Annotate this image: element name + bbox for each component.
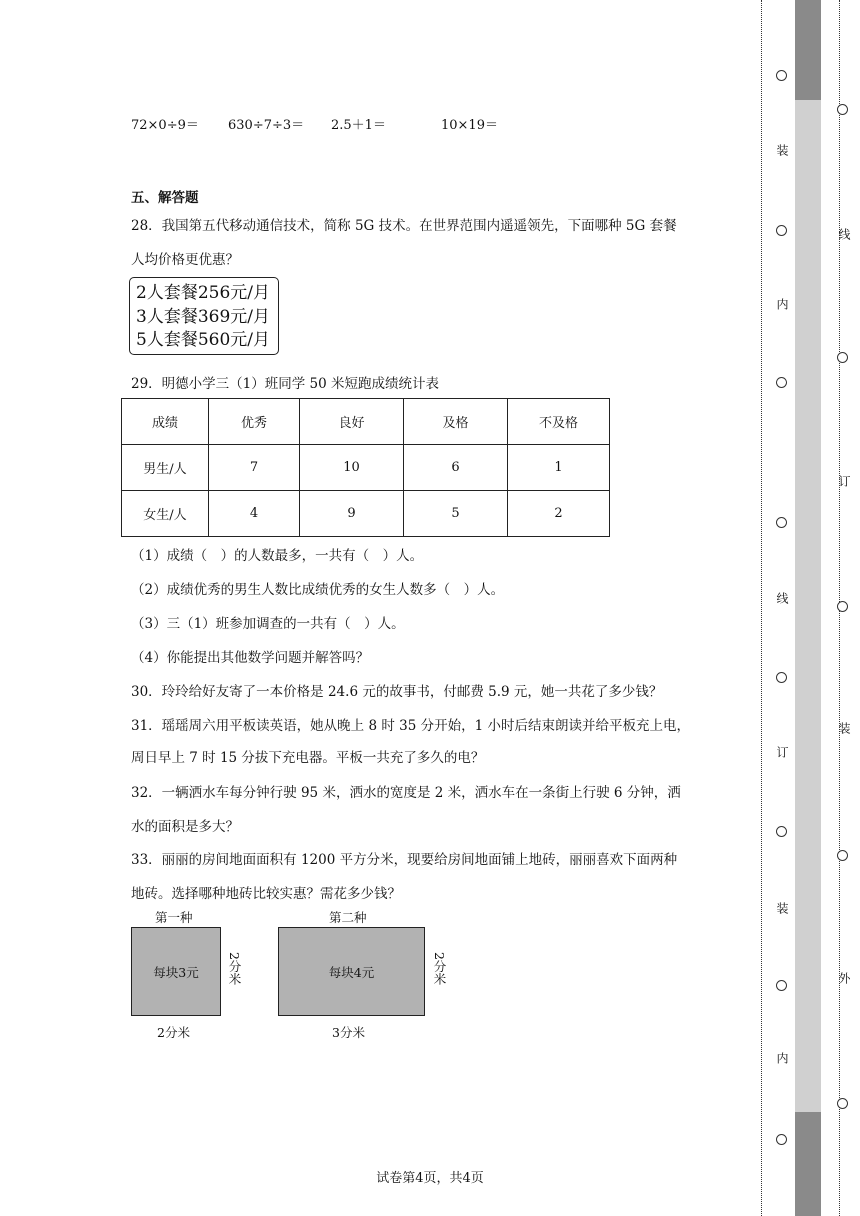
- tile2-bottom-label: 3分米: [332, 1025, 365, 1040]
- circle-icon: [776, 672, 787, 683]
- circle-icon: [776, 1134, 787, 1145]
- package-box: [129, 277, 279, 355]
- package-3: 3人套餐369元/月: [136, 306, 270, 327]
- q31-line2: 周日早上 7 时 15 分拔下充电器。平板一共充了多久的电？: [131, 750, 485, 766]
- circle-icon: [776, 517, 787, 528]
- page-footer: 试卷第4页，共4页: [376, 1171, 484, 1186]
- table-header: 不及格: [508, 399, 610, 445]
- q31-line1: 31．瑶瑶周六用平板读英语，她从晚上 8 时 35 分开始，1 小时后结束朗读并给平板充上电，: [131, 718, 690, 734]
- q28-line1: 28．我国第五代移动通信技术，简称 5G 技术。在世界范围内遥遥领先，下面哪种 5G 套餐: [131, 218, 677, 234]
- q28-line2: 人均价格更优惠？: [131, 252, 239, 268]
- calc-item-3: 2.5＋1＝: [331, 118, 386, 133]
- tile1-caption: 第一种: [155, 910, 193, 925]
- gutter-label: 外: [837, 972, 851, 984]
- q33-line2: 地砖。选择哪种地砖比较实惠？需花多少钱？: [131, 886, 401, 902]
- calc-item-4: 10×19＝: [441, 118, 498, 133]
- q32-line1: 32．一辆洒水车每分钟行驶 95 米，洒水的宽度是 2 米，洒水车在一条街上行驶 6 分钟，洒: [131, 785, 681, 801]
- table-cell: 女生/人: [122, 491, 209, 537]
- calc-item-2: 630÷7÷3＝: [228, 118, 305, 133]
- table-cell: 1: [508, 445, 610, 491]
- table-cell: 4: [209, 491, 300, 537]
- circle-icon: [837, 850, 848, 861]
- circle-icon: [837, 601, 848, 612]
- gutter-label: 装: [775, 902, 789, 914]
- score-table: [121, 398, 610, 537]
- q33-line1: 33．丽丽的房间地面面积有 1200 平方分米，现要给房间地面铺上地砖，丽丽喜欢下面两种: [131, 852, 678, 868]
- package-5: 5人套餐560元/月: [136, 330, 270, 350]
- table-row: [122, 491, 610, 537]
- tile2-caption: 第二种: [329, 910, 367, 925]
- tile-2: [278, 927, 425, 1016]
- tile1-side-label: 2分米: [227, 952, 242, 985]
- circle-icon: [776, 377, 787, 388]
- package-2: 2人套餐256元/月: [136, 283, 270, 303]
- table-header: 及格: [404, 399, 508, 445]
- table-cell: 9: [300, 491, 404, 537]
- table-row: [122, 445, 610, 491]
- tile1-price: 每块3元: [153, 964, 199, 980]
- calc-item-1: 72×0÷9＝: [131, 118, 199, 133]
- q30-text: 30．玲玲给好友寄了一本价格是 24.6 元的故事书，付邮费 5.9 元，她一共花了多少钱？: [131, 684, 663, 700]
- q32-line2: 水的面积是多大？: [131, 819, 239, 835]
- q29-sub4: （4）你能提出其他数学问题并解答吗？: [131, 650, 370, 666]
- q29-sub2: （2）成绩优秀的男生人数比成绩优秀的女生人数多（ ）人。: [131, 582, 505, 598]
- gutter-label: 内: [775, 1052, 789, 1064]
- q29-title: 29．明德小学三（1）班同学 50 米短跑成绩统计表: [131, 376, 440, 392]
- gutter-label: 线: [775, 592, 789, 604]
- gutter-label: 订: [775, 746, 789, 758]
- table-cell: 2: [508, 491, 610, 537]
- tile-1: [131, 927, 221, 1016]
- circle-icon: [837, 1098, 848, 1109]
- q29-sub3: （3）三（1）班参加调查的一共有（ ）人。: [131, 616, 405, 632]
- table-cell: 6: [404, 445, 508, 491]
- gutter-bar-bottom: [795, 1112, 821, 1216]
- gutter-bar-middle: [795, 100, 821, 1112]
- circle-icon: [776, 826, 787, 837]
- gutter-label: 内: [775, 298, 789, 310]
- circle-icon: [776, 70, 787, 81]
- inner-dotted-line: [761, 0, 762, 1216]
- table-cell: 10: [300, 445, 404, 491]
- q29-sub1: （1）成绩（ ）的人数最多，一共有（ ）人。: [131, 548, 424, 564]
- tile1-bottom-label: 2分米: [157, 1025, 190, 1040]
- gutter-label: 装: [775, 144, 789, 156]
- circle-icon: [837, 352, 848, 363]
- table-header: 优秀: [209, 399, 300, 445]
- circle-icon: [776, 225, 787, 236]
- table-header: 成绩: [122, 399, 209, 445]
- table-cell: 5: [404, 491, 508, 537]
- circle-icon: [837, 104, 848, 115]
- gutter-label: 线: [837, 228, 851, 240]
- table-header: 良好: [300, 399, 404, 445]
- table-cell: 7: [209, 445, 300, 491]
- gutter-bar-top: [795, 0, 821, 100]
- circle-icon: [776, 980, 787, 991]
- gutter-label: 订: [837, 475, 851, 487]
- table-cell: 男生/人: [122, 445, 209, 491]
- section-title: 五、解答题: [131, 190, 199, 206]
- tile2-price: 每块4元: [328, 964, 375, 980]
- table-header-row: [122, 399, 610, 445]
- tile2-side-label: 2分米: [432, 952, 447, 985]
- gutter-label: 装: [837, 722, 851, 734]
